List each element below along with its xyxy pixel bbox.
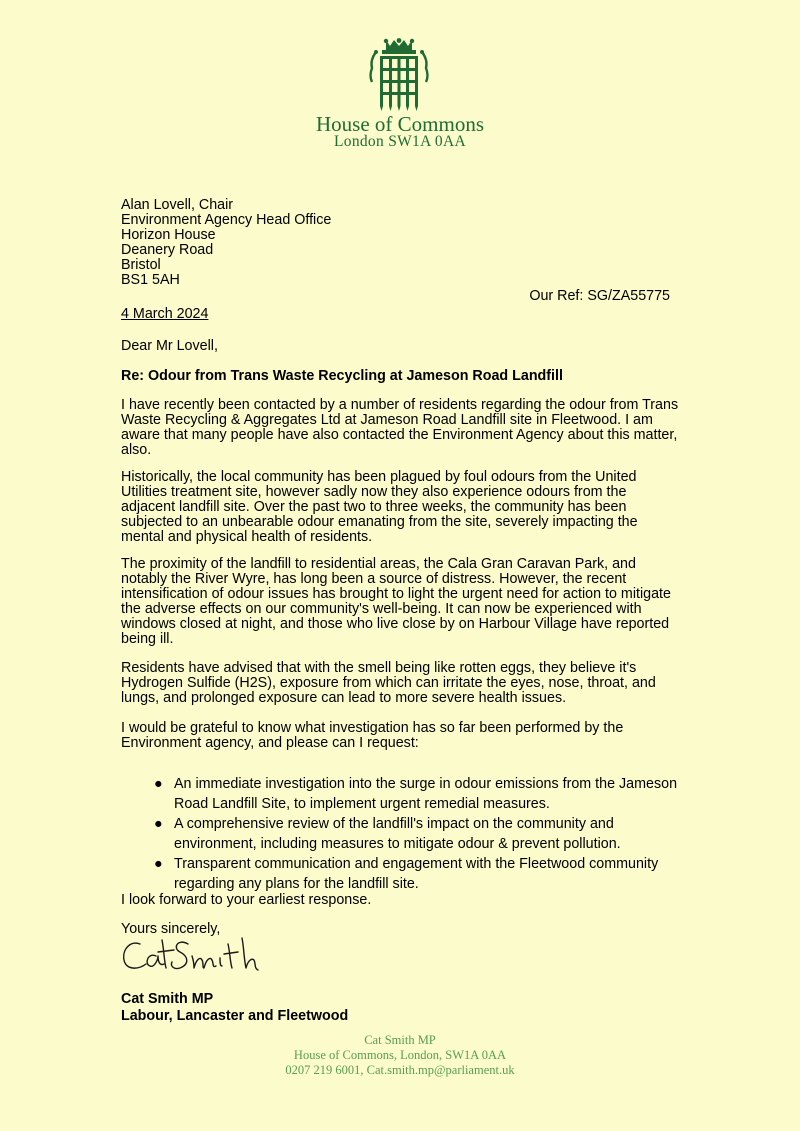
body-paragraph: The proximity of the landfill to residential areas, the Cala Gran Caravan Park, and notably the River Wyre, has long been a source of distress. However, the recent intensification of odour issues has brought to light the urgent need for action to mitigate the adverse effects on our community's well-being. It can now be experienced with windows closed at night, and those who live close by on Harbour Village have reported being ill. [121, 556, 671, 647]
body-paragraph: Historically, the local community has been plagued by foul odours from the United Utilities treatment site, however sadly now they also experience odours from the adjacent landfill site. Over the past two to three weeks, the community has been subjected to an unbearable odour emanating from the site, severely impacting the mental and physical health of residents. [121, 469, 638, 545]
salutation: Dear Mr Lovell, [121, 338, 218, 354]
recipient-line: Deanery Road [121, 242, 214, 258]
letterhead-address: London SW1A 0AA [334, 133, 466, 150]
list-item [150, 854, 690, 894]
list-item [150, 814, 690, 854]
recipient-line: Horizon House [121, 227, 216, 243]
recipient-line: Alan Lovell, Chair [121, 197, 234, 213]
recipient-address [121, 198, 681, 288]
body-paragraph: Residents have advised that with the smell being like rotten eggs, they believe it's Hydrogen Sulfide (H2S), exposure from which can irritate the eyes, nose, throat, and lungs, and prolonged exposure can lead to more severe health issues. [121, 660, 656, 706]
request-text: An immediate investigation into the surge in odour emissions from the Jameson Road Landfill Site, to implement urgent remedial measures. [174, 776, 678, 812]
list-item [150, 774, 690, 814]
footer-address: House of Commons, London, SW1A 0AA [293, 1048, 507, 1062]
sign-off: Yours sincerely, [121, 921, 221, 937]
subject-line: Re: Odour from Trans Waste Recycling at Jameson Road Landfill [121, 368, 563, 384]
letterhead-title: House of Commons [316, 112, 484, 136]
recipient-line: BS1 5AH [121, 272, 180, 288]
recipient-line: Bristol [121, 257, 161, 273]
request-text: A comprehensive review of the landfill's impact on the community and environment, including measures to mitigate odour & prevent pollution. [174, 816, 621, 852]
bullet-icon: ● [154, 776, 163, 792]
portcullis-icon [366, 38, 432, 112]
bullet-icon: ● [154, 816, 163, 832]
footer-contact: 0207 219 6001, Cat.smith.mp@parliament.uk [285, 1063, 515, 1077]
signatory-role: Labour, Lancaster and Fleetwood [121, 1008, 349, 1024]
body-paragraph: I would be grateful to know what investigation has so far been performed by the Environment agency, and please can I request: [121, 720, 624, 751]
request-text: Transparent communication and engagement with the Fleetwood community regarding any plans for the landfill site. [174, 856, 659, 892]
request-list [150, 774, 690, 894]
signatory-name: Cat Smith MP [121, 991, 214, 1007]
closing-line: I look forward to your earliest response. [121, 892, 372, 908]
reference-number: Our Ref: SG/ZA55775 [529, 288, 670, 304]
letter-date: 4 March 2024 [121, 306, 209, 322]
handwritten-signature [118, 930, 263, 980]
bullet-icon: ● [154, 856, 163, 872]
footer-name: Cat Smith MP [364, 1033, 436, 1047]
body-paragraph: I have recently been contacted by a number of residents regarding the odour from Trans Waste Recycling & Aggregates Ltd at Jameson Road Landfill site in Fleetwood. I am aware that many people have also contacted the Environment Agency about this matter, also. [121, 397, 679, 458]
recipient-line: Environment Agency Head Office [121, 212, 332, 228]
